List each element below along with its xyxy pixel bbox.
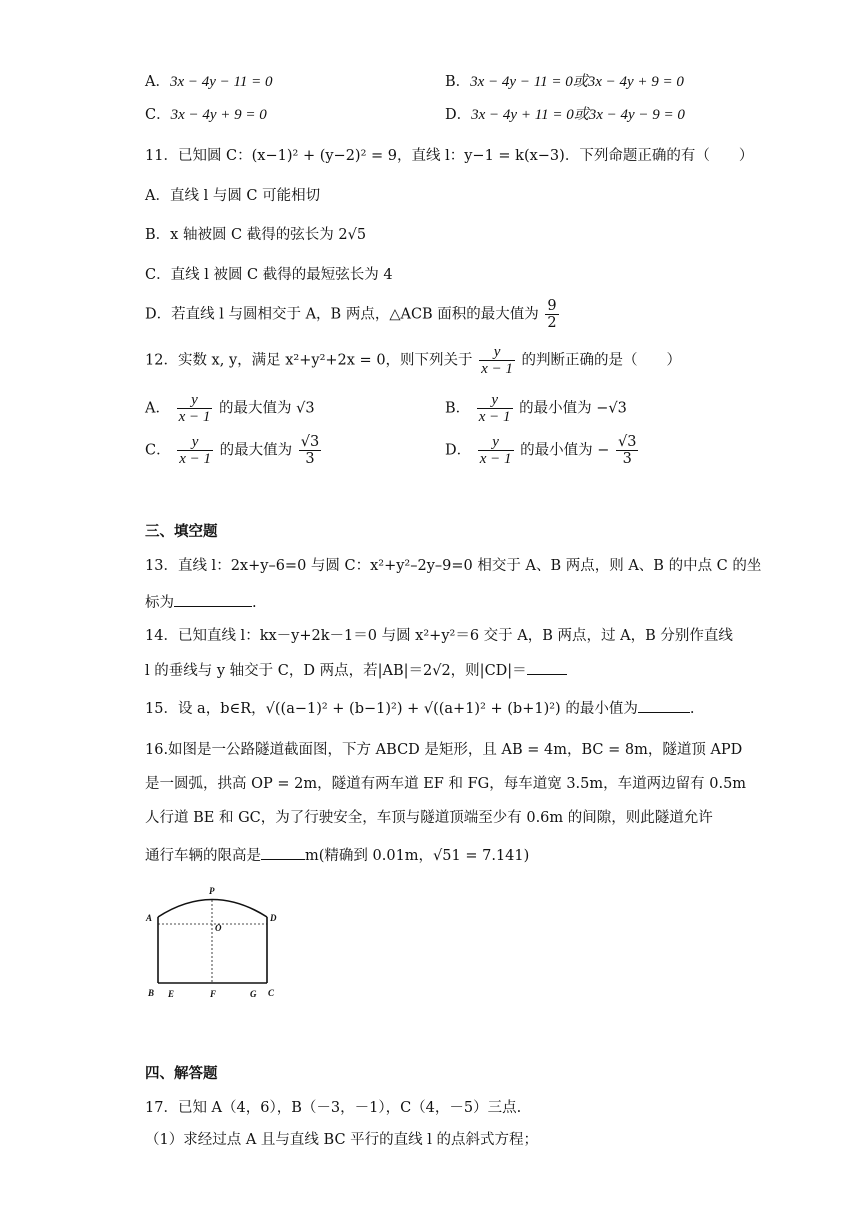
label-g: G xyxy=(250,989,257,999)
answer-blank[interactable] xyxy=(261,845,305,860)
option-label: A． xyxy=(145,400,170,417)
tunnel-cross-section-figure xyxy=(140,880,290,1005)
q14-line1: 14．已知直线 l：kx－y+2k－1＝0 与圆 x²+y²＝6 交于 A，B 两点，过 A，B 分别作直线 xyxy=(145,628,733,644)
denominator: 2 xyxy=(547,315,557,331)
q10-option-b xyxy=(445,72,684,92)
option-text: 3x − 4y + 9 = 0 xyxy=(170,107,267,123)
fraction xyxy=(545,298,558,331)
fraction xyxy=(299,434,321,467)
q16-line3: 人行道 BE 和 GC，为了行驶安全，车顶与隧道顶端至少有 0.6m 的间隙，则此隧道允许 xyxy=(145,810,713,826)
stem-text: 12．实数 x, y，满足 x²+y²+2x = 0，则下列关于 xyxy=(145,352,473,369)
q11-stem: 11．已知圆 C：(x−1)² + (y−2)² = 9，直线 l：y−1 = k(x−3)．下列命题正确的有（ ） xyxy=(145,148,754,164)
answer-blank[interactable] xyxy=(527,660,567,675)
option-text: D．若直线 l 与圆相交于 A，B 两点，△ACB 面积的最大值为 xyxy=(145,306,539,323)
q13-line2 xyxy=(145,592,257,613)
option-text: 3x − 4y + 11 = 0或3x − 4y − 9 = 0 xyxy=(471,107,685,123)
label-e: E xyxy=(168,989,175,999)
q11-option-c: C．直线 l 被圆 C 截得的最短弦长为 4 xyxy=(145,267,393,283)
label-a: A xyxy=(146,913,153,923)
fraction xyxy=(177,392,213,425)
option-text: 3x − 4y − 11 = 0 xyxy=(169,74,273,90)
q12-option-b xyxy=(445,392,627,425)
option-text: 的最大值为 xyxy=(219,442,293,459)
option-text: 的最小值为 − xyxy=(520,442,610,459)
q15-text: . xyxy=(689,701,695,717)
denominator: x − 1 xyxy=(178,409,211,425)
q16-line4 xyxy=(145,845,529,866)
q16-line2: 是一圆弧，拱高 OP = 2m，隧道有两车道 EF 和 FG，每车道宽 3.5m，车道两边留有 0.5m xyxy=(145,776,747,792)
denominator: x − 1 xyxy=(479,451,512,467)
denominator: x − 1 xyxy=(478,409,511,425)
option-label: C． xyxy=(145,442,171,459)
option-text: 的最小值为 −√3 xyxy=(519,400,627,417)
option-label: B． xyxy=(445,74,471,90)
fraction xyxy=(478,434,514,467)
q15 xyxy=(145,698,694,719)
q12-option-c xyxy=(145,434,323,467)
option-label: A． xyxy=(145,74,170,90)
option-label: C． xyxy=(145,107,171,123)
numerator: 9 xyxy=(547,298,557,314)
q17-line2: （1）求经过点 A 且与直线 BC 平行的直线 l 的点斜式方程； xyxy=(145,1132,539,1148)
label-o: O xyxy=(215,923,222,933)
q17-line1: 17．已知 A（4，6），B（－3，－1），C（4，－5）三点. xyxy=(145,1100,522,1116)
option-label: B． xyxy=(445,400,471,417)
q10-option-d xyxy=(445,105,685,125)
numerator: y xyxy=(479,344,515,361)
numerator: y xyxy=(177,392,213,409)
fraction xyxy=(477,392,513,425)
fraction xyxy=(616,434,638,467)
denominator: x − 1 xyxy=(179,451,211,467)
numerator: y xyxy=(177,434,213,451)
label-f: F xyxy=(210,989,217,999)
q16-text: 通行车辆的限高是 xyxy=(145,848,261,864)
option-label: D． xyxy=(445,442,472,459)
stem-text: 的判断正确的是（ ） xyxy=(521,352,682,369)
fraction xyxy=(479,344,515,377)
denominator: 3 xyxy=(305,451,315,467)
fraction xyxy=(177,434,213,467)
q12-option-d xyxy=(445,434,640,467)
numerator: √3 xyxy=(618,434,637,450)
option-label: D． xyxy=(445,107,472,123)
section-heading-solutions: 四、解答题 xyxy=(145,1065,218,1082)
section-heading-fill-in: 三、填空题 xyxy=(145,523,218,540)
q15-text: 15．设 a，b∈R，√((a−1)² + (b−1)²) + √((a+1)² + (b+1)²) 的最小值为 xyxy=(145,701,638,717)
q11-option-a: A．直线 l 与圆 C 可能相切 xyxy=(145,188,321,204)
q16-text: m(精确到 0.01m，√51 = 7.141) xyxy=(305,848,530,864)
label-c: C xyxy=(268,988,275,998)
denominator: x − 1 xyxy=(481,361,513,377)
numerator: y xyxy=(477,392,513,409)
q10-option-c xyxy=(145,105,267,125)
q13-line1: 13．直线 l：2x+y–6=0 与圆 C：x²+y²–2y–9=0 相交于 A、B 两点，则 A、B 的中点 C 的坐 xyxy=(145,558,762,574)
numerator: y xyxy=(478,434,514,451)
label-p: P xyxy=(209,886,215,896)
q12-stem xyxy=(145,344,681,377)
answer-blank[interactable] xyxy=(174,592,252,607)
q14-text: l 的垂线与 y 轴交于 C，D 两点，若|AB|＝2√2，则|CD|＝ xyxy=(145,663,527,679)
q14-line2 xyxy=(145,660,567,681)
q10-option-a xyxy=(145,72,273,92)
answer-blank[interactable] xyxy=(638,698,690,713)
label-b: B xyxy=(148,988,155,998)
numerator: √3 xyxy=(300,434,320,450)
q11-option-d xyxy=(145,298,561,331)
denominator: 3 xyxy=(622,451,632,467)
q12-option-a xyxy=(145,392,315,425)
arch-apd xyxy=(158,900,267,918)
q16-line1: 16.如图是一公路隧道截面图，下方 ABCD 是矩形，且 AB = 4m，BC = 8m，隧道顶 APD xyxy=(145,742,743,758)
q13-text: . xyxy=(252,595,257,611)
option-text: 3x − 4y − 11 = 0或3x − 4y + 9 = 0 xyxy=(470,74,684,90)
q11-option-b: B．x 轴被圆 C 截得的弦长为 2√5 xyxy=(145,227,367,243)
label-d: D xyxy=(270,913,277,923)
option-text: 的最大值为 √3 xyxy=(218,400,315,417)
q13-text: 标为 xyxy=(145,595,174,611)
